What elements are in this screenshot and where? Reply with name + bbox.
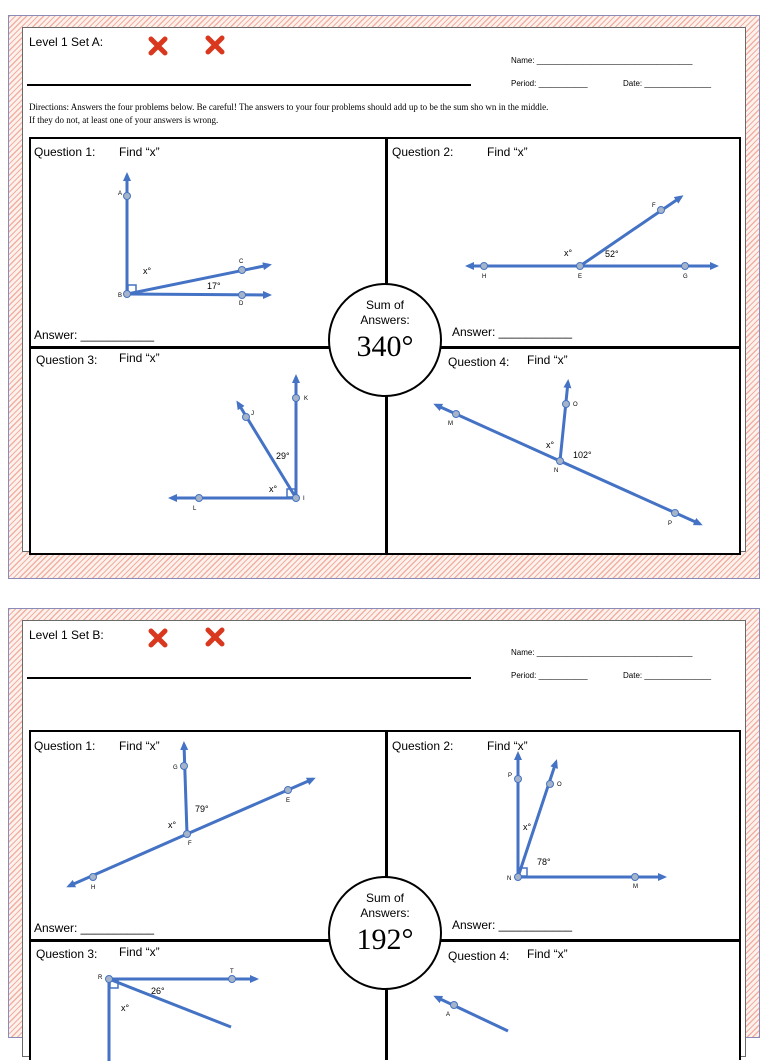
question-2-prompt: Find “x” bbox=[487, 739, 528, 753]
question-4-label: Question 4: bbox=[448, 949, 510, 963]
point-label: K bbox=[304, 396, 309, 402]
worksheet-set-b bbox=[8, 608, 760, 1038]
unknown-angle-label: x° bbox=[564, 248, 573, 258]
question-2-label: Question 2: bbox=[392, 145, 454, 159]
directions-text: If they do not, at least one of your answers is wrong. bbox=[29, 115, 219, 125]
point-label: G bbox=[173, 765, 178, 771]
point-label: T bbox=[230, 969, 234, 975]
point-label: H bbox=[482, 274, 487, 280]
period-field[interactable]: Period: ___________ bbox=[511, 671, 588, 680]
angle-label: 102° bbox=[573, 450, 592, 460]
point-label: M bbox=[448, 421, 453, 427]
sum-of-answers-circle bbox=[328, 876, 442, 990]
angle-label: 17° bbox=[207, 281, 221, 291]
question-2-figure bbox=[388, 139, 740, 346]
question-2-figure bbox=[388, 732, 740, 939]
point-label: J bbox=[251, 411, 254, 417]
set-title: Level 1 Set B: bbox=[29, 628, 104, 642]
question-4-figure bbox=[388, 348, 740, 555]
point-label: C bbox=[239, 259, 244, 265]
question-3-figure bbox=[31, 941, 385, 1061]
point-label: M bbox=[633, 884, 638, 890]
name-field[interactable]: Name: ___________________________________ bbox=[511, 648, 693, 657]
question-2-answer[interactable]: Answer: ___________ bbox=[452, 918, 573, 932]
question-2-prompt: Find “x” bbox=[487, 145, 528, 159]
point-label: G bbox=[683, 274, 688, 280]
point-label: L bbox=[193, 506, 197, 512]
point-label: H bbox=[91, 885, 96, 891]
sum-label: Sum of Answers: bbox=[360, 891, 410, 920]
question-1-prompt: Find “x” bbox=[119, 739, 160, 753]
angle-label: 78° bbox=[537, 857, 551, 867]
date-field[interactable]: Date: _______________ bbox=[623, 671, 712, 680]
question-3-prompt: Find “x” bbox=[119, 945, 160, 959]
point-label: A bbox=[446, 1012, 451, 1018]
x-mark-icon bbox=[146, 626, 170, 650]
point-label: O bbox=[573, 402, 578, 408]
point-label: N bbox=[554, 468, 559, 474]
x-mark-icon bbox=[203, 33, 227, 57]
question-1-label: Question 1: bbox=[34, 145, 96, 159]
x-mark-icon bbox=[203, 625, 227, 649]
point-label: E bbox=[286, 798, 291, 804]
point-label: N bbox=[507, 876, 512, 882]
sum-label: Sum of Answers: bbox=[360, 298, 410, 327]
point-label: O bbox=[557, 782, 562, 788]
sum-value: 192° bbox=[356, 923, 414, 956]
question-3-label: Question 3: bbox=[36, 947, 98, 961]
name-field[interactable]: Name: ___________________________________ bbox=[511, 56, 693, 65]
set-title: Level 1 Set A: bbox=[29, 35, 104, 49]
sum-value: 340° bbox=[356, 330, 414, 363]
point-label: P bbox=[508, 773, 513, 779]
point-label: I bbox=[303, 496, 305, 502]
question-4-label: Question 4: bbox=[448, 355, 510, 369]
title-underline bbox=[27, 84, 471, 86]
question-1-answer[interactable]: Answer: ___________ bbox=[34, 328, 155, 342]
sum-of-answers-circle bbox=[328, 283, 442, 397]
date-field[interactable]: Date: _______________ bbox=[623, 79, 712, 88]
x-mark-icon bbox=[146, 34, 170, 58]
point-label: A bbox=[118, 191, 123, 197]
title-underline bbox=[27, 677, 471, 679]
unknown-angle-label: x° bbox=[523, 822, 532, 832]
question-3-figure bbox=[31, 348, 385, 555]
angle-label: 79° bbox=[195, 804, 209, 814]
point-label: B bbox=[118, 293, 123, 299]
period-field[interactable]: Period: ___________ bbox=[511, 79, 588, 88]
point-label: D bbox=[239, 301, 244, 307]
question-4-prompt: Find “x” bbox=[527, 947, 568, 961]
question-4-prompt: Find “x” bbox=[527, 353, 568, 367]
point-label: P bbox=[668, 521, 673, 527]
question-1-answer[interactable]: Answer: ___________ bbox=[34, 921, 155, 935]
unknown-angle-label: x° bbox=[269, 484, 278, 494]
question-3-prompt: Find “x” bbox=[119, 351, 160, 365]
unknown-angle-label: x° bbox=[143, 266, 152, 276]
question-4-figure bbox=[388, 941, 740, 1061]
point-label: F bbox=[188, 841, 192, 847]
question-1-label: Question 1: bbox=[34, 739, 96, 753]
unknown-angle-label: x° bbox=[121, 1003, 130, 1013]
question-2-answer[interactable]: Answer: ___________ bbox=[452, 325, 573, 339]
point-label: E bbox=[578, 274, 583, 280]
question-1-prompt: Find “x” bbox=[119, 145, 160, 159]
worksheet-set-a bbox=[8, 15, 760, 579]
point-label: F bbox=[652, 203, 656, 209]
question-3-label: Question 3: bbox=[36, 353, 98, 367]
angle-label: 26° bbox=[151, 986, 165, 996]
question-2-label: Question 2: bbox=[392, 739, 454, 753]
angle-label: 29° bbox=[276, 451, 290, 461]
angle-label: 52° bbox=[605, 249, 619, 259]
point-label: R bbox=[98, 975, 103, 981]
unknown-angle-label: x° bbox=[168, 820, 177, 830]
directions-text: Directions: Answers the four problems below. Be careful! The answers to your four problems should add up to be the sum sho wn in the middle. bbox=[29, 102, 549, 112]
unknown-angle-label: x° bbox=[546, 440, 555, 450]
